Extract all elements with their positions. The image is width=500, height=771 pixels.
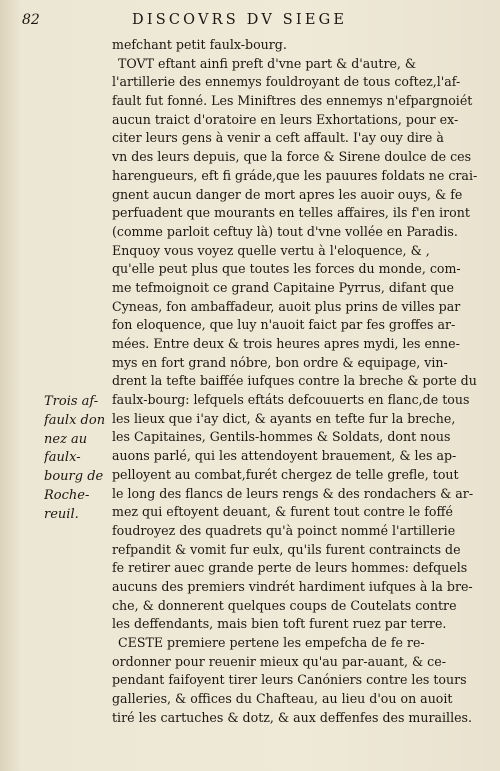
text-line: me tefmoignoit ce grand Capitaine Pyrrus, difant que — [112, 279, 454, 295]
text-line: harengueurs, eft fi gráde,que les pauures foldats ne crai- — [112, 167, 478, 183]
body-text — [112, 36, 490, 727]
text-line: CESTE premiere pertene les empefcha de fe re- — [118, 635, 425, 650]
running-head: DISCOVRS DV SIEGE — [132, 12, 348, 28]
text-line: foudroyez des quadrets qu'à poinct nommé l'artillerie — [112, 522, 456, 538]
text-line: le long des flancs de leurs rengs & des rondachers & ar- — [112, 485, 474, 501]
text-line: les Capitaines, Gentils-hommes & Soldats, dont nous — [112, 429, 451, 445]
text-line: mées. Entre deux & trois heures apres mydi, les enne- — [112, 336, 460, 351]
text-line: fe retirer auec grande perte de leurs hommes: defquels — [112, 560, 468, 576]
text-line: pendant faifoyent tirer leurs Canóniers contre les tours — [112, 672, 467, 688]
margin-note-line: Trois af- — [44, 394, 99, 409]
text-line: tiré les cartuches & dotz, & aux deffenfes des murailles. — [112, 709, 473, 725]
text-line: mys en fort grand nóbre, bon ordre & equipage, vin- — [112, 354, 448, 370]
margin-note-line: nez au — [44, 431, 88, 447]
page-header — [22, 12, 488, 32]
margin-note-line: bourg de — [44, 469, 104, 485]
text-line: gnent aucun danger de mort apres les auoir ouys, & fe — [112, 186, 463, 202]
text-line: che, & donnerent quelques coups de Coutelats contre — [112, 597, 457, 613]
text-line: (comme parloit ceftuy là) tout d'vne vollée en Paradis. — [112, 223, 458, 239]
text-line: mefchant petit faulx-bourg. — [112, 37, 287, 52]
text-line: ordonner pour reuenir mieux qu'au par-auant, & ce- — [112, 653, 446, 669]
text-line: l'artillerie des ennemys fouldroyant de tous coftez,l'af- — [112, 74, 461, 90]
text-line: les deffendants, mais bien toft furent ruez par terre. — [112, 616, 447, 632]
text-line: auons parlé, qui les attendoyent brauement, & les ap- — [112, 448, 457, 464]
text-line: galleries, & offices du Chafteau, au lieu d'ou on auoit — [112, 691, 453, 707]
page-number: 82 — [22, 12, 40, 28]
text-line: Cyneas, fon ambaffadeur, auoit plus prins de villes par — [112, 298, 461, 314]
text-line: aucun traict d'oratoire en leurs Exhortations, pour ex- — [112, 111, 459, 127]
text-line: vn des leurs depuis, que la force & Sirene doulce de ces — [112, 149, 472, 165]
text-line: faulx-bourg: lefquels eftáts defcouuerts en flanc,de tous — [112, 392, 470, 408]
margin-note-line: faulx- — [44, 450, 81, 466]
margin-note — [44, 393, 110, 525]
text-line: fault fut fonné. Les Miniftres des ennemys n'efpargnoiét — [112, 93, 473, 109]
margin-note-line: reuil. — [44, 506, 79, 522]
margin-note-line: Roche- — [44, 487, 90, 503]
text-line: citer leurs gens à venir a ceft affault. I'ay ouy dire à — [112, 130, 444, 146]
text-line: qu'elle peut plus que toutes les forces du monde, com- — [112, 261, 461, 277]
text-line: mez qui eftoyent deuant, & furent tout contre le foffé — [112, 504, 453, 520]
text-line: les lieux que i'ay dict, & ayants en tefte fur la breche, — [112, 410, 456, 426]
text-line: refpandit & vomit fur eulx, qu'ils furent contraincts de — [112, 541, 461, 557]
text-line: aucuns des premiers vindrét hardiment iufques à la bre- — [112, 578, 473, 594]
text-line: pelloyent au combat,furét chergez de telle grefle, tout — [112, 466, 459, 482]
text-line: drent la tefte baiffée iufques contre la breche & porte du — [112, 373, 477, 389]
text-line: Enquoy vous voyez quelle vertu à l'eloquence, & , — [112, 242, 430, 258]
margin-note-line: faulx don — [44, 412, 106, 428]
text-line: fon eloquence, que luy n'auoit faict par fes groffes ar- — [112, 317, 456, 333]
text-line: TOVT eftant ainfi preft d'vne part & d'autre, & — [118, 55, 417, 71]
text-line: perfuadent que mourants en telles affaires, ils f'en iront — [112, 205, 470, 221]
